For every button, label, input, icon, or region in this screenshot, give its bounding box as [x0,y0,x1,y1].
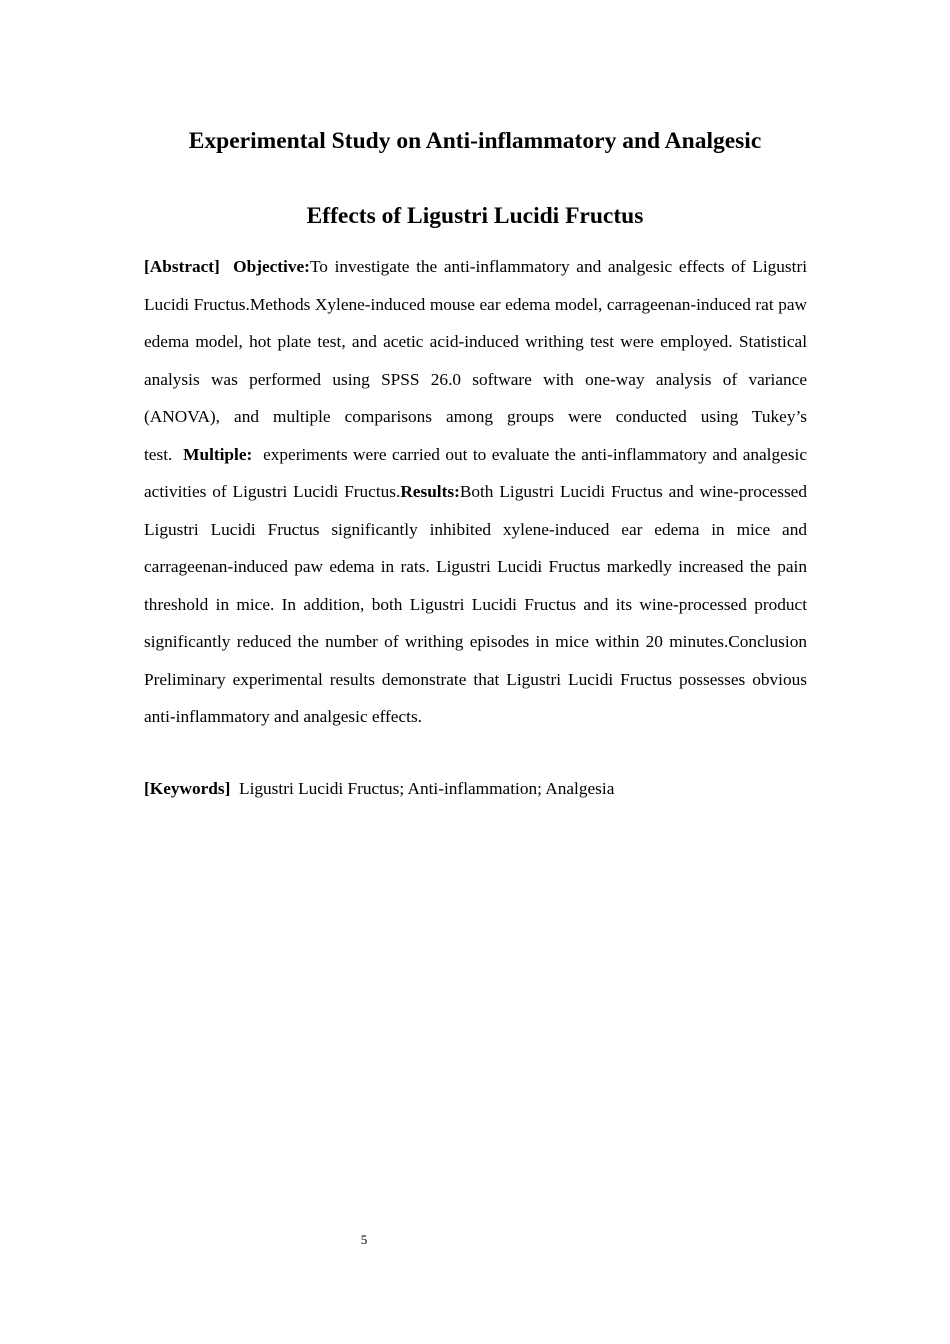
results-text: Both Ligustri Lucidi Fructus and wine-processed Ligustri Lucidi Fructus significantly inhibited xylene-induced ear edema in mice and carrageenan-induced paw edema in rats. Ligustri Lucidi Fructus markedly increased the pain threshold in mice. In addition, both Ligustri Lucidi Fructus and its wine-processed product significantly reduced the number of writhing episodes in mice within 20 minutes.Conclusion Preliminary experimental results demonstrate that Ligustri Lucidi Fructus possesses obvious anti-inflammatory and analgesic effects. [144,482,807,726]
multiple-text: experiments were carried out to evaluate the anti-inflammatory and analgesic activities of Ligustri Lucidi Fructus. [144,444,807,501]
multiple-label: Multiple: [183,444,253,464]
results-label: Results: [400,482,460,501]
objective-label: Objective: [233,257,310,276]
abstract-paragraph [144,248,807,736]
page-number: 5 [360,1232,368,1247]
keywords-label: [Keywords] [144,779,231,798]
title-line-1: Experimental Study on Anti-inflammatory and Analgesic [188,128,762,154]
keywords-paragraph [144,774,807,804]
keywords-text: Ligustri Lucidi Fructus; Anti-inflammation; Analgesia [239,779,615,798]
abstract-label: [Abstract] [144,257,220,276]
title-line-2: Effects of Ligustri Lucidi Fructus [306,203,644,229]
objective-text: To investigate the anti-inflammatory and analgesic effects of Ligustri Lucidi Fructus.Methods Xylene-induced mouse ear edema model, carrageenan-induced rat paw edema model, hot plate test, and acetic acid-induced writhing test were employed. Statistical analysis was performed using SPSS 26.0 software with one-way analysis of variance (ANOVA), and multiple comparisons among groups were conducted using Tukey’s test. [144,257,807,464]
